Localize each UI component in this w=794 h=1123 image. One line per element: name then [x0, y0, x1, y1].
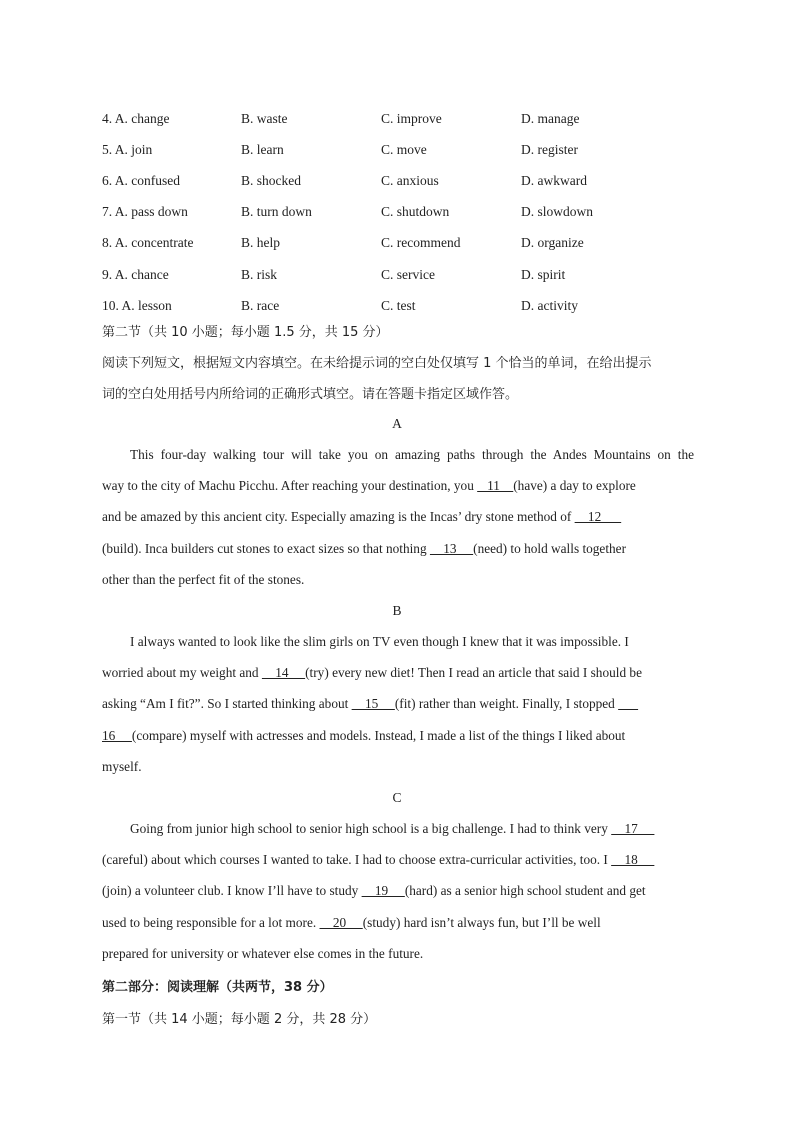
passage-line — [102, 875, 694, 906]
option-a: 8. A. concentrate — [102, 235, 194, 251]
option-c: C. shutdown — [381, 204, 450, 220]
passage-line: other than the perfect fit of the stones. — [102, 571, 305, 587]
option-a: 9. A. chance — [102, 266, 169, 282]
passage-b — [102, 626, 694, 782]
passage-line: This four-day walking tour will take you on amazing paths through the Andes Mountains on the — [130, 447, 694, 462]
blank-20[interactable]: 20 — [319, 914, 363, 930]
passage-b-label: B — [392, 603, 402, 618]
option-b: B. shocked — [241, 172, 301, 188]
passage-line — [102, 501, 694, 532]
option-b: B. turn down — [241, 204, 312, 220]
passage-a-label: A — [392, 416, 402, 431]
option-c: C. improve — [381, 110, 442, 126]
options-list — [102, 103, 722, 321]
passage-c-label: C — [392, 790, 402, 805]
passage-line — [102, 688, 694, 719]
passage-line — [102, 907, 694, 938]
blank-18[interactable]: 18 — [611, 852, 655, 868]
passage-line — [102, 813, 694, 844]
option-row — [102, 197, 722, 228]
option-a: 6. A. confused — [102, 172, 180, 188]
option-row — [102, 290, 722, 321]
passage-line: myself. — [102, 758, 142, 774]
passage-line — [102, 844, 694, 875]
passage-text: asking “Am I fit?”. So I started thinking about — [102, 696, 352, 712]
part2-title: 第二部分：阅读理解（共两节，38 分） — [102, 980, 333, 995]
passage-text: (build). Inca builders cut stones to exact sizes so that nothing — [102, 540, 430, 556]
passage-line: I always wanted to look like the slim girls on TV even though I knew that it was impossible. I — [130, 634, 629, 649]
passage-text: (join) a volunteer club. I know I’ll have to study — [102, 883, 362, 899]
blank-11[interactable]: 11 — [477, 478, 514, 494]
option-b: B. race — [241, 297, 280, 313]
passage-text: way to the city of Machu Picchu. After reaching your destination, you — [102, 478, 478, 494]
option-d: D. awkward — [521, 172, 587, 188]
option-row — [102, 228, 722, 259]
option-b: B. help — [241, 235, 280, 251]
option-a: 7. A. pass down — [102, 204, 188, 220]
passage-text: (need) to hold walls together — [473, 540, 627, 556]
option-d: D. manage — [521, 110, 580, 126]
passage-text: (compare) myself with actresses and models. Instead, I made a list of the things I liked about — [131, 727, 626, 743]
blank-17[interactable]: 17 — [611, 821, 655, 836]
option-d: D. organize — [521, 235, 584, 251]
blank-15[interactable]: 15 — [351, 696, 395, 712]
blank-12[interactable]: 12 — [574, 509, 622, 525]
blank-13[interactable]: 13 — [429, 540, 474, 556]
passage-text: worried about my weight and — [102, 665, 262, 681]
passage-line — [102, 657, 694, 688]
option-c: C. recommend — [381, 235, 461, 251]
option-row — [102, 259, 722, 290]
blank-16-start[interactable] — [618, 696, 638, 711]
passage-text: (careful) about which courses I wanted to take. I had to choose extra-curricular activities, too. I — [102, 852, 612, 868]
passage-text: (hard) as a senior high school student and get — [404, 883, 646, 899]
passage-a — [102, 439, 694, 595]
section2-instruction-2: 词的空白处用括号内所给词的正确形式填空。请在答题卡指定区域作答。 — [102, 387, 519, 402]
passage-line — [102, 720, 694, 751]
option-d: D. spirit — [521, 266, 566, 282]
passage-text: (study) hard isn’t always fun, but I’ll be well — [362, 914, 601, 930]
blank-19[interactable]: 19 — [361, 883, 405, 899]
option-c: C. service — [381, 266, 435, 282]
option-a: 10. A. lesson — [102, 297, 172, 313]
option-d: D. slowdown — [521, 204, 594, 220]
blank-16[interactable]: 16 — [102, 727, 132, 743]
passage-text: used to being responsible for a lot more. — [102, 914, 320, 930]
option-row — [102, 103, 722, 134]
passage-text: (have) a day to explore — [513, 478, 636, 494]
option-c: C. test — [381, 297, 416, 313]
blank-14[interactable]: 14 — [261, 665, 306, 681]
option-b: B. learn — [241, 141, 284, 157]
passage-text: (try) every new diet! Then I read an article that said I should be — [305, 665, 642, 681]
option-b: B. risk — [241, 266, 278, 282]
option-b: B. waste — [241, 110, 288, 126]
passage-text: Going from junior high school to senior high school is a big challenge. I had to think very — [130, 821, 612, 836]
option-row — [102, 165, 722, 196]
option-a: 4. A. change — [102, 110, 170, 126]
section2-title: 第二节（共 10 小题；每小题 1.5 分，共 15 分） — [102, 325, 389, 340]
part2-section1-title: 第一节（共 14 小题；每小题 2 分，共 28 分） — [102, 1012, 377, 1027]
option-c: C. anxious — [381, 172, 439, 188]
option-row — [102, 134, 722, 165]
passage-line — [102, 533, 694, 564]
passage-line — [102, 470, 694, 501]
option-d: D. activity — [521, 297, 578, 313]
option-d: D. register — [521, 141, 578, 157]
passage-c — [102, 813, 694, 969]
passage-text: (fit) rather than weight. Finally, I stopped — [394, 696, 619, 712]
passage-line: prepared for university or whatever else comes in the future. — [102, 945, 424, 961]
option-a: 5. A. join — [102, 141, 153, 157]
passage-text: and be amazed by this ancient city. Especially amazing is the Incas’ dry stone method of — [102, 509, 575, 525]
option-c: C. move — [381, 141, 427, 157]
section2-instruction-1: 阅读下列短文，根据短文内容填空。在未给提示词的空白处仅填写 1 个恰当的单词，在给出提示 — [102, 356, 652, 371]
